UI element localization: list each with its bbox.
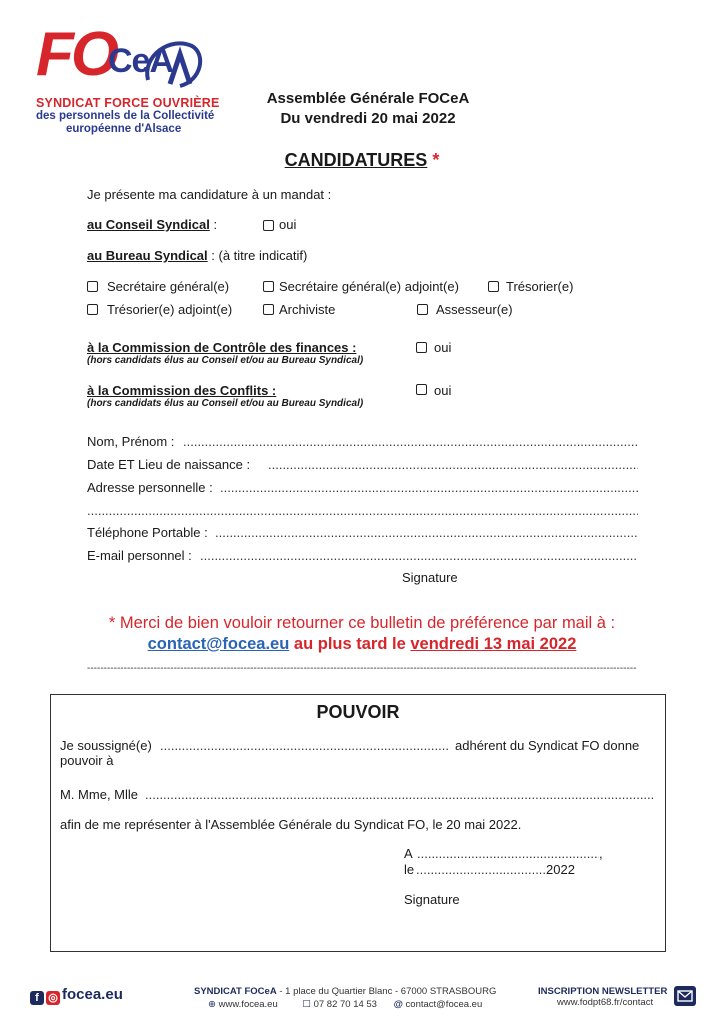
footer-email[interactable]: contact@focea.eu (405, 999, 483, 1010)
commission-conflits-label: à la Commission des Conflits : (87, 383, 277, 398)
role-checkbox[interactable] (417, 304, 428, 315)
role-label: Assesseur(e) (436, 302, 513, 317)
a-label: A (404, 846, 413, 861)
mail-icon[interactable] (674, 986, 696, 1006)
header-line-1: Assemblée Générale FOCeA (266, 90, 470, 107)
title-label: CANDIDATURES (284, 150, 428, 170)
le-year: 2022 (546, 862, 575, 877)
mandataire-field[interactable] (145, 787, 655, 802)
lieu-field[interactable] (417, 846, 599, 861)
signature-label: Signature (402, 570, 458, 585)
at-icon: @ (393, 999, 403, 1010)
footer-brand-text: focea.eu (62, 986, 123, 1003)
conseil-row (87, 217, 217, 232)
phone-icon: ☐ (302, 999, 311, 1010)
a-comma: , (599, 846, 603, 861)
intro-text: Je présente ma candidature à un mandat : (87, 187, 332, 202)
role-checkbox[interactable] (263, 281, 274, 292)
soussigne-field[interactable] (160, 738, 450, 753)
nom-field[interactable] (183, 434, 638, 449)
conseil-oui: oui (279, 217, 297, 232)
bureau-label: au Bureau Syndical (87, 248, 208, 263)
conflits-checkbox[interactable] (416, 384, 427, 395)
naissance-label: Date ET Lieu de naissance : (87, 457, 251, 472)
title-star: * (432, 150, 440, 170)
telephone-field[interactable] (215, 525, 638, 540)
mme-label: M. Mme, Mlle (60, 787, 138, 802)
role-label: Secrétaire général(e) (107, 279, 230, 294)
conseil-label: au Conseil Syndical (87, 217, 210, 232)
pouvoir-a-text: pouvoir à (60, 753, 114, 768)
finances-oui: oui (434, 340, 452, 355)
soussigne-label: Je soussigné(e) (60, 738, 152, 753)
adresse-field[interactable] (220, 480, 638, 495)
role-label: Secrétaire général(e) adjoint(e) (279, 279, 459, 294)
commission-finances-label: à la Commission de Contrôle des finances : (87, 340, 357, 355)
telephone-label: Téléphone Portable : (87, 525, 208, 540)
retour-line-2 (0, 635, 724, 654)
bureau-row (87, 248, 307, 263)
role-checkbox[interactable] (263, 304, 274, 315)
le-label: le (404, 862, 415, 877)
email-field[interactable] (200, 548, 638, 563)
newsletter-label: INSCRIPTION NEWSLETTER (538, 986, 668, 997)
adresse-field-2[interactable] (87, 503, 638, 518)
date-field[interactable] (416, 862, 546, 877)
cut-line-divider (87, 663, 637, 675)
footer-syndicat: SYNDICAT FOCeA (194, 986, 277, 997)
logo-subtitle-2: des personnels de la Collectivité (36, 110, 215, 122)
retour-date: vendredi 13 mai 2022 (410, 635, 577, 653)
contact-email-link[interactable]: contact@focea.eu (147, 635, 290, 653)
conseil-sep: : (209, 217, 218, 232)
footer-contacts (208, 999, 482, 1010)
logo-subtitle-3: européenne d'Alsace (66, 123, 182, 135)
role-checkbox[interactable] (87, 281, 98, 292)
naissance-field[interactable] (268, 457, 638, 472)
logo-cea: CeA (108, 42, 174, 80)
role-label: Archiviste (279, 302, 336, 317)
role-label: Trésorier(e) adjoint(e) (107, 302, 233, 317)
afin-text: afin de me représenter à l'Assemblée Générale du Syndicat FO, le 20 mai 2022. (60, 817, 522, 832)
header-line-2: Du vendredi 20 mai 2022 (280, 110, 456, 127)
globe-icon: ⊕ (208, 999, 216, 1010)
logo-subtitle-1: SYNDICAT FORCE OUVRIÈRE (36, 96, 220, 110)
pouvoir-title: POUVOIR (316, 702, 400, 722)
commission-conflits-note: (hors candidats élus au Conseil et/ou au Bureau Syndical) (87, 398, 364, 409)
nom-label: Nom, Prénom : (87, 434, 175, 449)
role-checkbox[interactable] (87, 304, 98, 315)
pouvoir-signature-label: Signature (404, 892, 460, 907)
commission-finances-note: (hors candidats élus au Conseil et/ou au Bureau Syndical) (87, 355, 364, 366)
page-title (0, 150, 724, 171)
instagram-icon[interactable]: ◎ (46, 991, 60, 1005)
email-label: E-mail personnel : (87, 548, 192, 563)
footer-address (194, 986, 496, 997)
role-checkbox[interactable] (488, 281, 499, 292)
retour-text: * Merci de bien vouloir retourner ce bulletin de préférence par mail à : (108, 614, 616, 632)
adresse-label: Adresse personnelle : (87, 480, 213, 495)
adherent-text: adhérent du Syndicat FO donne (455, 738, 640, 753)
bureau-suffix: : (à titre indicatif) (207, 248, 308, 263)
logo-fo: FO (36, 20, 117, 89)
facebook-icon[interactable]: f (30, 991, 44, 1005)
retour-middle: au plus tard le (289, 635, 411, 653)
role-label: Trésorier(e) (506, 279, 574, 294)
footer-phone[interactable]: 07 82 70 14 53 (313, 999, 377, 1010)
finances-checkbox[interactable] (416, 342, 427, 353)
conflits-oui: oui (434, 383, 452, 398)
footer-brand (30, 986, 123, 1005)
footer-web[interactable]: www.focea.eu (218, 999, 278, 1010)
conseil-checkbox[interactable] (263, 220, 274, 231)
footer-address-text: - 1 place du Quartier Blanc - 67000 STRASBOURG (276, 986, 497, 997)
newsletter-url[interactable]: www.fodpt68.fr/contact (557, 997, 654, 1008)
